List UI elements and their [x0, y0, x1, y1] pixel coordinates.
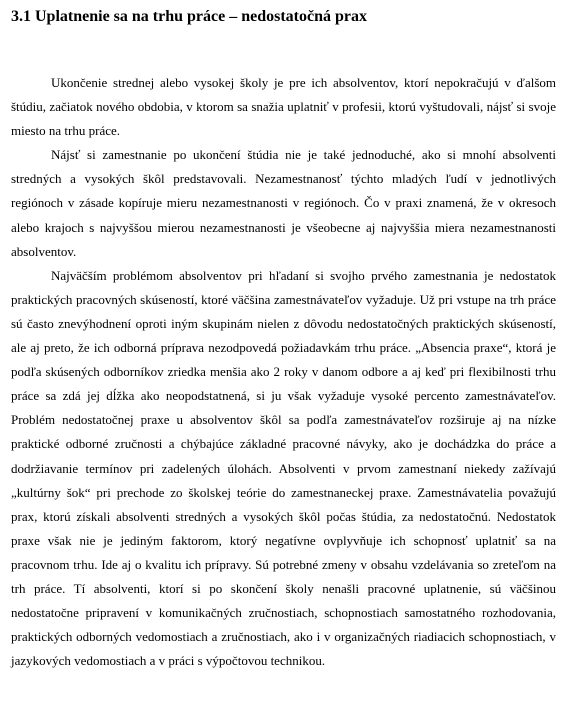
paragraph-3: Najväčším problémom absolventov pri hľadaní si svojho prvého zamestnania je nedostatok praktických pracovných skúseností, ktoré väčšina zamestnávateľov vyžaduje. Už pri vstupe na trh práce sú často znevýhodnení oproti iným skupinám nielen z dôvodu nedostatočných praktických skúseností, ale aj preto, že ich odborná príprava nezodpovedá požiadavkám trhu práce. „Absencia praxe“, ktorá je podľa skúsených odborníkov zriedka menšia ako 2 roky v danom odbore a aj keď pri flexibilnosti trhu práce sa zdá jej dĺžka ako neopodstatnená, si ju však vyžaduje vysoké percento zamestnávateľov. Problém nedostatočnej praxe u absolventov škôl sa podľa zamestnávateľov rozširuje aj na nízke praktické odborné zručnosti a chýbajúce základné pracovné návyky, ako je dochádzka do práce a dodržiavanie termínov pri zadelených úlohách. Absolventi v prvom zamestnaní niekedy zažívajú „kultúrny šok“ pri prechode zo školskej teórie do zamestnaneckej praxe. Zamestnávatelia považujú prax, ktorú získali absolventi stredných a vysokých škôl počas štúdia, za nedostatočnú. Nedostatok praxe však nie je jediným faktorom, ktorý negatívne ovplyvňuje ich schopnosť uplatniť sa na pracovnom trhu. Ide aj o kvalitu ich prípravy. Sú potrebné zmeny v obsahu vzdelávania so zreteľom na trh práce. Tí absolventi, ktorí si po skončení školy nenašli pracovné uplatnenie, sú väčšinou nedostatočne pripravení v komunikačných zručnostiach, schopnostiach samostatného rozhodovania, praktických odborných vedomostiach a zručnostiach, ako i v organizačných riadiacich schopnostiach, v jazykových vedomostiach a v práci s výpočtovou technikou.: [11, 267, 556, 669]
paragraph-1: Ukončenie strednej alebo vysokej školy je pre ich absolventov, ktorí nepokračujú v ďalšom štúdiu, začiatok nového obdobia, v ktorom sa snažia uplatniť v profesii, ktorú vyštudovali, nájsť si svoje miesto na trhu práce.: [11, 75, 556, 139]
body-text: [11, 71, 556, 673]
paragraph-2: Nájsť si zamestnanie po ukončení štúdia nie je také jednoduché, ako si mnohí absolventi stredných a vysokých škôl predstavovali. Nezamestnanosť týchto mladých ľudí v jednotlivých regiónoch v zásade kopíruje mieru nezamestnanosti v regiónoch. Čo v praxi znamená, že v okresoch alebo krajoch s najvyššou mierou nezamestnanosti je všeobecne aj najvyššia miera nezamestnanosti absolventov.: [11, 147, 556, 259]
section-heading: 3.1 Uplatnenie sa na trhu práce – nedostatočná prax: [11, 8, 368, 25]
